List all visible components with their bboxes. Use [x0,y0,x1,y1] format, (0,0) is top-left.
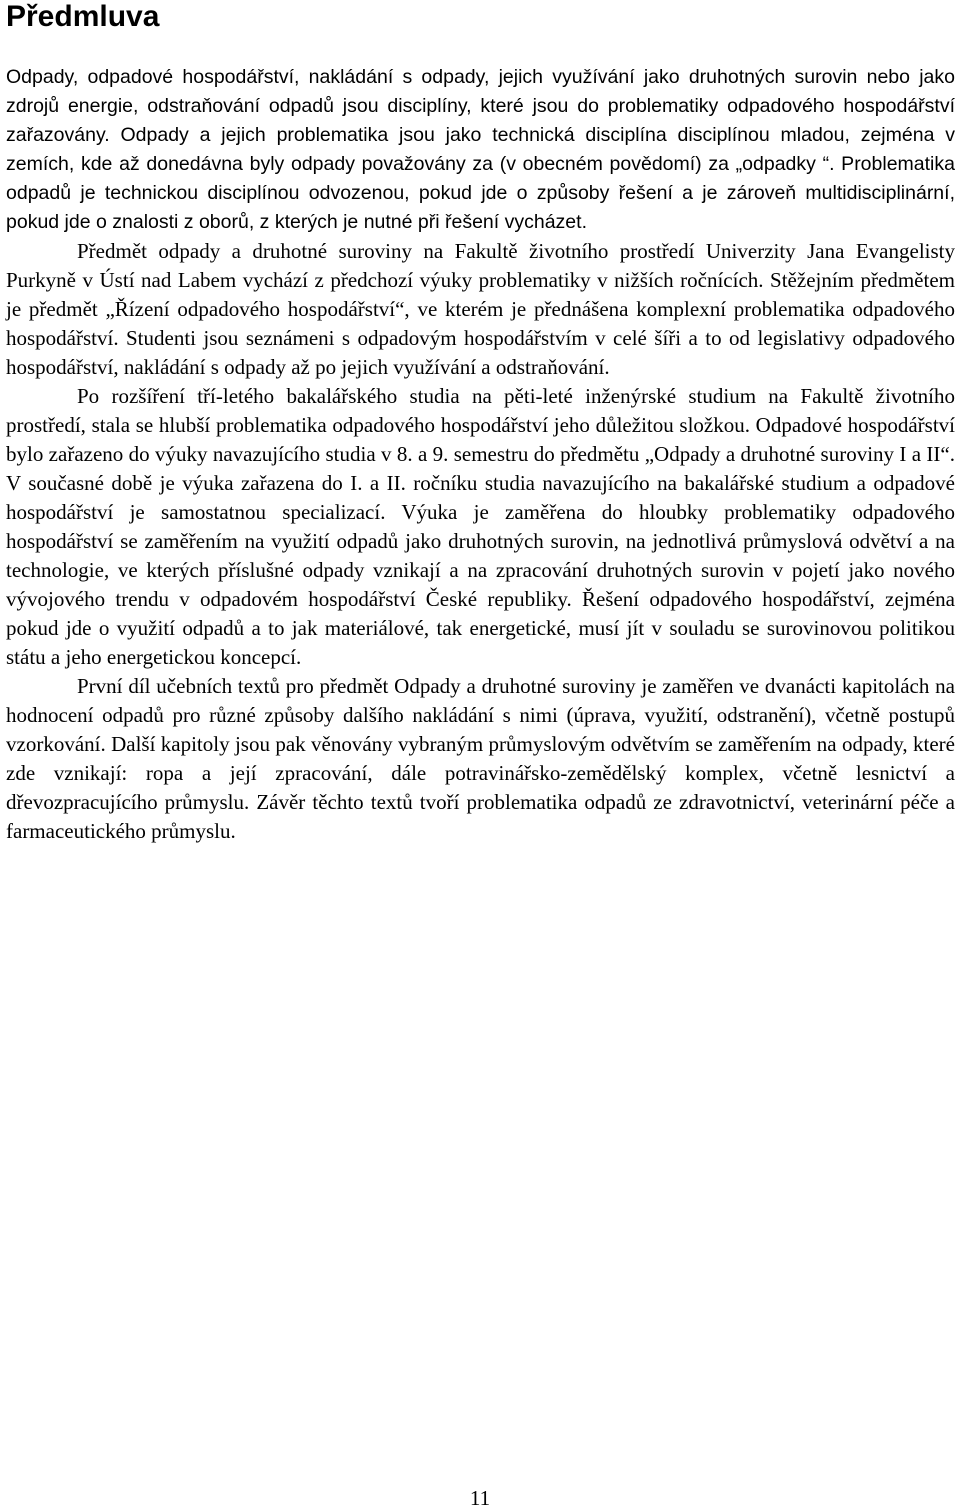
page-number: 11 [469,1486,491,1510]
page-title: Předmluva [6,0,160,33]
paragraph-textbook: První díl učebních textů pro předmět Odpady a druhotné suroviny je zaměřen ve dvanácti kapitolách na hodnocení odpadů pro různé způsoby dalšího nakládání s nimi (úprava, využití, odstranění), včetně postupů vzorkování. Další kapitoly jsou pak věnovány vybraným průmyslovým odvětvím se zaměřením na odpady, které zde vznikají: ropa a její zpracování, dále potravinářsko-zemědělský komplex, včetně lesnictví a dřevozpracujícího průmyslu. Závěr těchto textů tvoří problematika odpadů ze zdravotnictví, veterinární péče a farmaceutického průmyslu. [6,674,955,843]
paragraph-study: Po rozšíření tří-letého bakalářského studia na pěti-leté inženýrské studium na Fakultě životního prostředí, stala se hlubší problematika odpadového hospodářství jeho důležitou složkou. Odpadové hospodářství bylo zařazeno do výuky navazujícího studia v 8. a 9. semestru do předmětu „Odpady a druhotné suroviny I a II“. V současné době je výuka zařazena do I. a II. ročníku studia navazujícího na bakalářské studium a odpadové hospodářství je samostatnou specializací. Výuka je zaměřena do hloubky problematiky odpadového hospodářství se zaměřením na využití odpadů jako druhotných surovin, na jednotlivá průmyslová odvětví a na technologie, ve kterých příslušné odpady vznikají a na zpracování druhotných surovin v pojetí jako nového vývojového trendu v odpadovém hospodářství České republiky. Řešení odpadového hospodářství, zejména pokud jde o využití odpadů a to jak materiálové, tak energetické, musí jít v souladu se surovinovou politikou státu a jeho energetickou koncepcí. [6,384,955,669]
paragraph-intro: Odpady, odpadové hospodářství, nakládání s odpady, jejich využívání jako druhotných surovin nebo jako zdrojů energie, odstraňování odpadů jsou disciplíny, které jsou do problematiky odpadového hospodářství zařazovány. Odpady a jejich problematika jsou jako technická disciplína disciplínou mladou, zejména v zemích, kde až donedávna byly odpady považovány za (v obecném povědomí) za „odpadky “. Problematika odpadů je technickou disciplínou odvozenou, pokud jde o způsoby řešení a je zároveň multidisciplinární, pokud jde o znalosti z oborů, z kterých je nutné při řešení vycházet. [6,66,955,233]
paragraph-course: Předmět odpady a druhotné suroviny na Fakultě životního prostředí Univerzity Jana Evangelisty Purkyně v Ústí nad Labem vychází z předchozí výuky problematiky v nižších ročnících. Stěžejním předmětem je předmět „Řízení odpadového hospodářství“, ve kterém je přednášena komplexní problematika odpadového hospodářství. Studenti jsou seznámeni s odpadovým hospodářstvím v celé šíři a to od legislativy odpadového hospodářství, nakládání s odpady až po jejich využívání a odstraňování. [6,239,955,379]
body-text [6,63,955,846]
